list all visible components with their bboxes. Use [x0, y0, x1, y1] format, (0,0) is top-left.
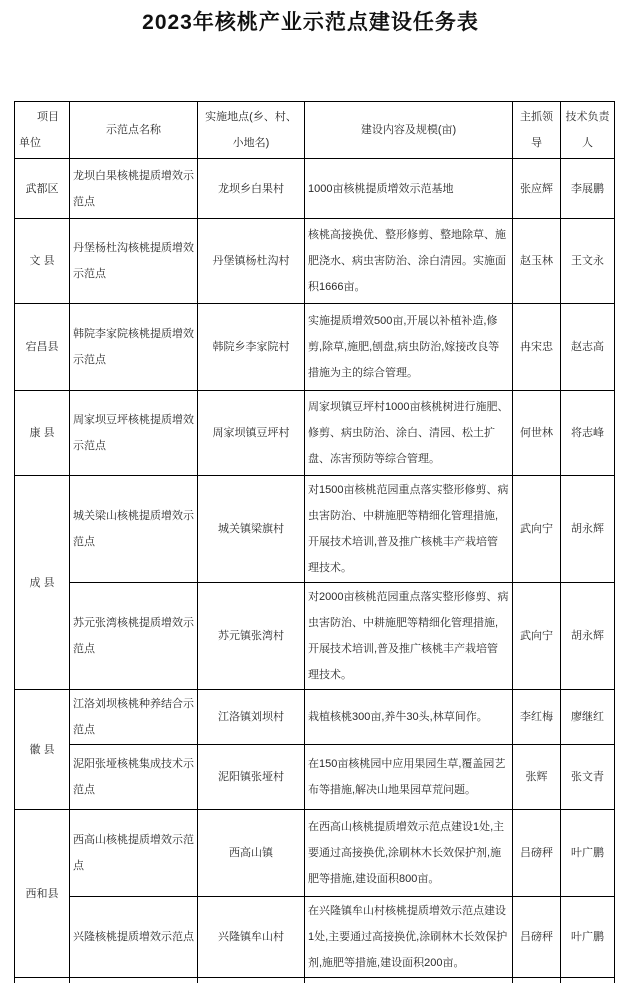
- content-cell: 在150亩核桃园中应用果园生草,覆盖园艺布等措施,解决山地果园草荒问题。: [305, 745, 513, 810]
- col-header-tech: 技术负责人: [561, 102, 615, 159]
- leader-cell: 武向宁: [513, 583, 561, 690]
- task-table: [14, 101, 615, 983]
- col-header-content: 建设内容及规模(亩): [305, 102, 513, 159]
- location-cell: 西高山镇: [198, 810, 305, 897]
- site-name-cell: 周家坝豆坪核桃提质增效示范点: [70, 391, 198, 476]
- unit-cell: 武都区: [15, 159, 70, 219]
- task-table-container: [14, 101, 615, 983]
- tech-cell: 廖继红: [561, 690, 615, 745]
- tech-cell: 叶广鹏: [561, 897, 615, 978]
- site-name-cell: 龙坝白果核桃提质增效示范点: [70, 159, 198, 219]
- tech-cell: 张文青: [561, 745, 615, 810]
- table-row: [15, 745, 615, 810]
- leader-cell: 李红梅: [513, 690, 561, 745]
- content-cell: 在兴隆镇牟山村核桃提质增效示范点建设1处,主要通过高接换优,涂刷林木长效保护剂,施肥等措施,建设面积200亩。: [305, 897, 513, 978]
- tech-cell: 将志峰: [561, 391, 615, 476]
- leader-cell: 武向宁: [513, 476, 561, 583]
- tech-cell: 王文永: [561, 219, 615, 304]
- leader-cell: [513, 978, 561, 983]
- content-cell: 1000亩核桃提质增效示范基地: [305, 159, 513, 219]
- site-name-cell: [70, 978, 198, 983]
- unit-cell: 宕昌县: [15, 304, 70, 391]
- tech-cell: [561, 978, 615, 983]
- location-cell: 韩院乡李家院村: [198, 304, 305, 391]
- location-cell: 城关镇梁旗村: [198, 476, 305, 583]
- leader-cell: 冉宋忠: [513, 304, 561, 391]
- location-cell: 兴隆镇牟山村: [198, 897, 305, 978]
- col-header-unit-line1: 项目: [37, 111, 59, 123]
- unit-cell: 文 县: [15, 219, 70, 304]
- table-row: [15, 476, 615, 583]
- leader-cell: 何世林: [513, 391, 561, 476]
- content-cell: 对1500亩核桃范园重点落实整形修剪、病虫害防治、中耕施肥等精细化管理措施,开展技术培训,普及推广核桃丰产栽培管理技术。: [305, 476, 513, 583]
- content-cell: 核桃高接换优、整形修剪、整地除草、施肥浇水、病虫害防治、涂白清园。实施面积1666亩。: [305, 219, 513, 304]
- col-header-unit: [15, 102, 70, 159]
- location-cell: 泥阳镇张垭村: [198, 745, 305, 810]
- location-cell: 周家坝镇豆坪村: [198, 391, 305, 476]
- site-name-cell: 兴隆核桃提质增效示范点: [70, 897, 198, 978]
- unit-cell: 成 县: [15, 476, 70, 690]
- leader-cell: 赵玉林: [513, 219, 561, 304]
- content-cell: 对2000亩核桃范园重点落实整形修剪、病虫害防治、中耕施肥等精细化管理措施,开展技术培训,普及推广核桃丰产栽培管理技术。: [305, 583, 513, 690]
- table-row: [15, 304, 615, 391]
- site-name-cell: 韩院李家院核桃提质增效示范点: [70, 304, 198, 391]
- table-row: [15, 810, 615, 897]
- location-cell: [198, 978, 305, 983]
- header-row: [15, 102, 615, 159]
- col-header-site-name: 示范点名称: [70, 102, 198, 159]
- tech-cell: 叶广鹏: [561, 810, 615, 897]
- page-title: 2023年核桃产业示范点建设任务表: [142, 11, 479, 34]
- table-row: [15, 897, 615, 978]
- tech-cell: 胡永辉: [561, 476, 615, 583]
- content-cell: 栽植核桃300亩,养牛30头,林草间作。: [305, 690, 513, 745]
- site-name-cell: 西高山核桃提质增效示范点: [70, 810, 198, 897]
- site-name-cell: 泥阳张垭核桃集成技术示范点: [70, 745, 198, 810]
- leader-cell: 张应辉: [513, 159, 561, 219]
- leader-cell: 张辉: [513, 745, 561, 810]
- content-cell: 在西高山核桃提质增效示范点建设1处,主要通过高接换优,涂刷林木长效保护剂,施肥等措施,建设面积800亩。: [305, 810, 513, 897]
- table-row: [15, 583, 615, 690]
- content-cell: 实施提质增效500亩,开展以补植补造,修剪,除草,施肥,刨盘,病虫防治,嫁接改良等措施为主的综合管理。: [305, 304, 513, 391]
- content-cell: [305, 978, 513, 983]
- leader-cell: 吕磅秤: [513, 897, 561, 978]
- col-header-location: 实施地点(乡、村、小地名): [198, 102, 305, 159]
- site-name-cell: 苏元张湾核桃提质增效示范点: [70, 583, 198, 690]
- content-cell: 周家坝镇豆坪村1000亩核桃树进行施肥、修剪、病虫防治、涂白、清园、松土扩盘、冻害预防等综合管理。: [305, 391, 513, 476]
- location-cell: 龙坝乡白果村: [198, 159, 305, 219]
- location-cell: 江洛镇刘坝村: [198, 690, 305, 745]
- unit-cell: 徽 县: [15, 690, 70, 810]
- table-row-cutoff: [15, 978, 615, 983]
- tech-cell: 赵志高: [561, 304, 615, 391]
- site-name-cell: 丹堡杨杜沟核桃提质增效示范点: [70, 219, 198, 304]
- site-name-cell: 江洛刘坝核桃种养结合示范点: [70, 690, 198, 745]
- table-row: [15, 159, 615, 219]
- table-row: [15, 219, 615, 304]
- tech-cell: 胡永辉: [561, 583, 615, 690]
- tech-cell: 李展鹏: [561, 159, 615, 219]
- location-cell: 苏元镇张湾村: [198, 583, 305, 690]
- table-row: [15, 690, 615, 745]
- table-row: [15, 391, 615, 476]
- unit-cell: [15, 978, 70, 983]
- unit-cell: 西和县: [15, 810, 70, 978]
- col-header-unit-line2: 单位: [19, 137, 41, 149]
- location-cell: 丹堡镇杨杜沟村: [198, 219, 305, 304]
- site-name-cell: 城关梁山核桃提质增效示范点: [70, 476, 198, 583]
- col-header-leader: 主抓领导: [513, 102, 561, 159]
- unit-cell: 康 县: [15, 391, 70, 476]
- leader-cell: 吕磅秤: [513, 810, 561, 897]
